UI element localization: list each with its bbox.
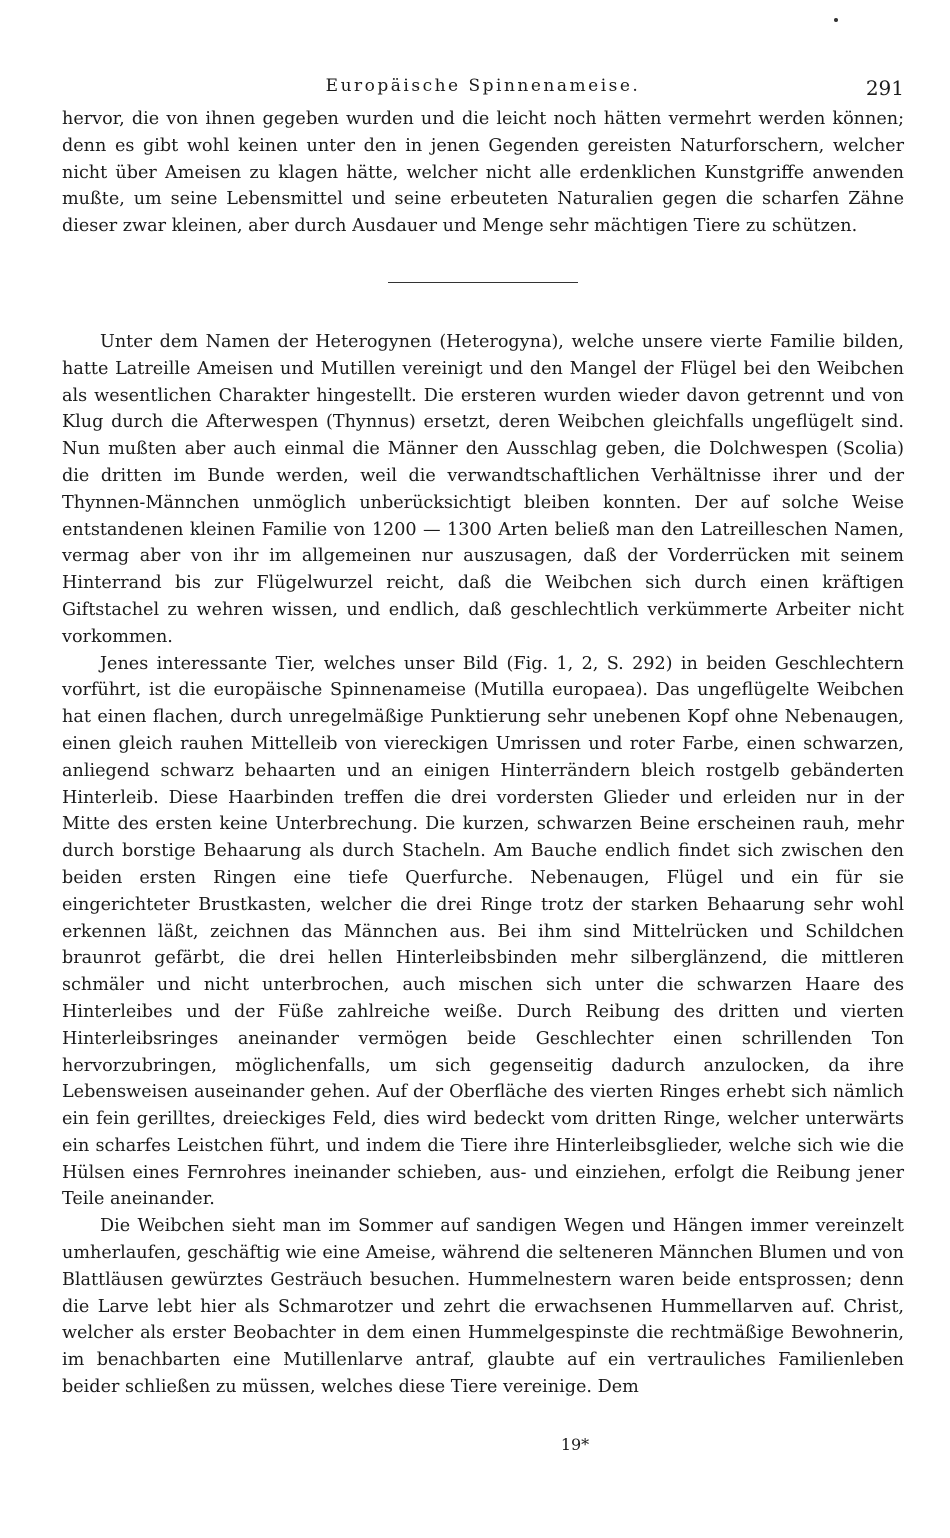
signature-mark: 19*	[560, 1435, 590, 1454]
body-text	[62, 106, 904, 1401]
printer-dot-mark	[834, 18, 838, 22]
running-title: Europäische Spinnenameise.	[325, 76, 641, 96]
paragraph-mutilla-description: Jenes interessante Tier, welches unser Bild (Fig. 1, 2, S. 292) in beiden Geschlechtern vorführt, ist die europäische Spinnenameise (Mutilla europaea). Das ungeflügelte Weibchen hat einen flachen, durch unregelmäßige Punktierung sehr unebenen Kopf ohne Nebenaugen, einen gleich rauhen Mittelleib von viereckigen Umrissen und roter Farbe, einen schwarzen, anliegend schwarz behaarten und an einigen Hinterrändern bleich rostgelb gebänderten Hinterleib. Diese Haarbinden treffen die drei vordersten Glieder und erleiden nur in der Mitte des ersten keine Unterbrechung. Die kurzen, schwarzen Beine erscheinen rauh, mehr durch borstige Behaarung als durch Stacheln. Am Bauche endlich findet sich zwischen den beiden ersten Ringen eine tiefe Querfurche. Nebenaugen, Flügel und ein für sie eingerichteter Brustkasten, welcher die drei Ringe trotz der starken Behaarung sehr wohl erkennen läßt, zeichnen das Männchen aus. Bei ihm sind Mittelrücken und Schildchen braunrot gefärbt, die drei hellen Hinterleibsbinden mehr silberglänzend, die mittleren schmäler und nicht unterbrochen, auch mischen sich unter die schwarzen Haare des Hinterleibes und der Füße zahlreiche weiße. Durch Reibung des dritten und vierten Hinterleibsringes aneinander vermögen beide Geschlechter einen schrillenden Ton hervorzubringen, möglichenfalls, um sich gegenseitig dadurch anzulocken, da ihre Lebensweisen auseinander gehen. Auf der Oberfläche des vierten Ringes erhebt sich nämlich ein fein gerilltes, dreieckiges Feld, dies wird bedeckt vom dritten Ringe, welcher unterwärts ein scharfes Leistchen führt, und indem die Tiere ihre Hinterleibsglieder, welche sich wie die Hülsen eines Fernrohres ineinander schieben, aus- und einziehen, erfolgt die Reibung jener Teile aneinander.	[62, 653, 904, 1210]
book-page	[62, 70, 904, 1401]
page-number: 291	[865, 76, 904, 100]
page-header	[62, 70, 904, 106]
paragraph-mutilla-habits: Die Weibchen sieht man im Sommer auf sandigen Wegen und Hängen immer vereinzelt umherlaufen, geschäftig wie eine Ameise, während die selteneren Männchen Blumen und von Blattläusen gewürztes Gesträuch besuchen. Hummelnestern waren beide entsprossen; denn die Larve lebt hier als Schmarotzer und zehrt die erwachsenen Hummellarven auf. Christ, welcher als erster Beobachter in dem einen Hummelgespinste die rechtmäßige Bewohnerin, im benachbarten eine Mutillenlarve antraf, glaubte auf ein vertrauliches Familienleben beider schließen zu müssen, welches diese Tiere vereinige. Dem	[62, 1216, 904, 1398]
paragraph-heterogyna-family: Unter dem Namen der Heterogynen (Heterogyna), welche unsere vierte Familie bilden, hatte Latreille Ameisen und Mutillen vereinigt und den Mangel der Flügel bei den Weibchen als wesentlichen Charakter hingestellt. Die ersteren wurden wieder davon getrennt und von Klug durch die Afterwespen (Thynnus) ersetzt, deren Weibchen gleichfalls ungeflügelt sind. Nun mußten aber auch einmal die Männer den Ausschlag geben, die Dolchwespen (Scolia) die dritten im Bunde werden, weil die verwandtschaftlichen Verhältnisse ihrer und der Thynnen-Männchen unmöglich unberücksichtigt bleiben konnten. Der auf solche Weise entstandenen kleinen Familie von 1200 — 1300 Arten beließ man den Latreilleschen Namen, vermag aber von ihr im allgemeinen nur auszusagen, daß der Vorderrücken mit seinem Hinterrand bis zur Flügelwurzel reicht, daß die Weibchen sich durch einen kräftigen Giftstachel zu wehren wissen, und endlich, daß geschlechtlich verkümmerte Arbeiter nicht vorkommen.	[62, 331, 904, 647]
paragraph-continuation: hervor, die von ihnen gegeben wurden und die leicht noch hätten vermehrt werden können; denn es gibt wohl keinen unter den in jenen Gegenden gereisten Naturforschern, welcher nicht über Ameisen zu klagen hätte, welcher nicht alle erdenklichen Kunstgriffe anwenden mußte, um seine Lebensmittel und seine erbeuteten Naturalien gegen die scharfen Zähne dieser zwar kleinen, aber durch Ausdauer und Menge sehr mächtigen Tiere zu schützen.	[62, 109, 904, 237]
section-divider	[388, 282, 578, 283]
